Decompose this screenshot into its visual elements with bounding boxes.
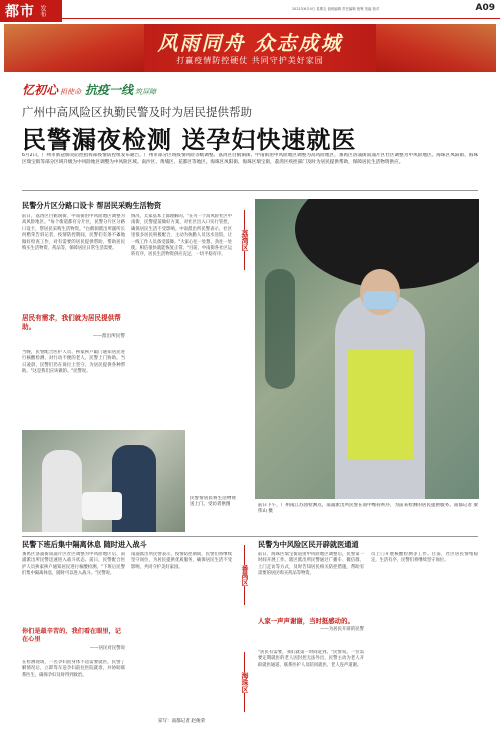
section1-quote-by: ——派出所民警 [92,334,125,340]
section2-body-c: 南浦派出所民警表示，疫情防控期间，民警们将继续坚守岗位，为居民提供优质服务，确保居民生活不受影响，共同守护美好家园。 [131,552,232,570]
section2-body-a: 番禺区洛浦街南浦片区社区调整为中风险地区后，南浦派出所民警迅速进入战斗状态。前日，民警配合医护人员挨家挨户通知居民进行核酸检测。"下班后民警们集中隔离休息，随时可以进入战斗。"民警说。 [22,552,125,577]
section2-body-b: 在检测现场，一名孕妇因身体不适需要就医，民警了解情况后，立即驾车送孕妇前往医院就诊，并协助联系医生，确保孕妇及时得到救治。 [22,660,125,678]
column-tag-end: 筑屏障 [135,88,157,96]
section2-photo-caption: 民警帮居民将生活物资送上门。受访者供图 [190,496,236,508]
page-number: A09 [475,3,495,13]
district-label-panyu [240,545,250,605]
section1-body-c: 情况，太家基本上都理解的。"在另一个高风险社区中南街，民警提前做好方案，对社区出入口实行管控，确保居民生活不受影响。中南派出所民警表示，社区里很多居民积极配合，主动为执勤人员送水送饭，让一线工作人员备受鼓舞。"大家心往一处想，劲往一处使，相信很快就能恢复正常。"目前，中南街各社区运转有序，居民生活物资供应充足，一切平稳有序。 [131,214,232,258]
section2-quote: 你们是最辛苦的，我们看在眼里，记在心里 [22,628,121,643]
section2-title: 民警下班后集中隔离休息 随时进入战斗 [22,540,147,549]
section3-title: 民警为中风险区民开辟就医通道 [258,540,359,549]
section1-quote-box [22,314,125,344]
masthead-rule [62,18,500,19]
background-figure [265,269,295,389]
section1-quote: 居民有需求，我们就为居民提供帮助。 [22,314,121,331]
logo-block [0,0,62,22]
officer-vest [347,349,413,459]
column-tag-small: 担使命 [60,88,82,96]
district-label-liwan-text: 荔湾区 [241,230,249,251]
section3-body-a: 前日，海珠区瑞宝街道由中风险地区调整后，民警第一时间开展工作。辖区派出所民警通过广播车、微信群、上门走访等方式，及时告知居民相关防控措施，帮助有需要的居民购买药品等物资。 [258,552,364,577]
section1-body-a: 前日，荔湾区白鹤洞街、中南街由中风险地区调整为高风险地区。"每个街道都有分片区，民警分片区分路口设卡，帮居民采购生活物资。"白鹤洞派出所副所长何楷荣告诉记者，疫情防控期间，民警们有条不紊地做好检查工作，对有需要的居民提供帮助，帮助居民购买生活物资、药品等，保障居民日常生活需要。 [22,214,125,252]
district-label-panyu-text: 番禺区 [241,565,249,586]
column-tag [22,84,156,98]
lead-divider [22,190,478,191]
kicker: 广州中高风险区执勤民警及时为居民提供帮助 [22,105,252,119]
section3-quote-box [258,617,364,645]
section3-body-c: 员上门开展核酸检测等工作。目前，社区居民情绪稳定，生活有序，民警们将继续坚守岗位。 [371,552,478,564]
photo-bags [82,492,122,520]
column-tag-red: 忆初心 [22,83,59,97]
headline: 民警漏夜检测 送孕妇快速就医 [22,126,357,154]
section2-byline: 采写：南都记者 赵俊荣 [157,719,206,724]
banner [4,24,496,72]
date-line: 2021年6月4日 星期五 值班编辑 责任编辑 统筹 美编 校对 [292,7,380,11]
photo-person-1 [42,450,82,532]
main-photo [255,199,479,499]
section3-quote: 人家一声声谢谢，当时挺感动的。 [258,617,354,625]
section2-quote-by: ——居民对民警说 [89,646,125,651]
column-tag-green: 抗疫一线 [85,83,134,97]
section1-photo [22,430,185,532]
district-label-liwan [240,210,250,270]
section1-body-b: 当晚，民警配合医护人员，挨家挨户敲门通知居民进行核酸检测，对行动不便的老人，民警上门协助。当日凌晨，民警们仍在岗位上坚守，为居民提供各种帮助。"这是我们应该做的。"民警说。 [22,350,125,375]
banner-subtitle: 打赢疫情防控硬仗 共同守护美好家园 [176,56,324,65]
logo-text: 都市 [5,4,35,20]
section1-title: 民警分片区分路口设卡 帮居民采购生活物资 [22,201,162,210]
intro-paragraph: 6月2日，广州市新冠肺炎防控指挥部疫情防控组发布通告，广州市部分区域疫情风险等级调整。荔湾区白鹤洞街、中南街由中风险地区调整为高风险地区，番禺区洛浦街南浦片区社区调整为中风险地区。海珠区凤阳街、海珠区瑞宝街等部分区域升级为中风险地区调整为中风险区域。南沙区、黄埔区、花都区等地区。海珠区凤阳街、海珠区瑞宝街，荔湾区疾控部门及时为居民提供帮助，保障居民生活物资供应。 [22,153,478,165]
section3-quote-by: ——为居民开辟的民警 [320,627,364,633]
banner-main-title: 风雨同舟 众志成城 [157,31,343,55]
mid-divider [22,536,478,537]
main-photo-caption: 前日下午，广州南江苏园检测点，南浦派出所民警在雨中维持秩序，为前来检测的居民提供服务。南都记者 梁伟山 摄 [258,503,478,515]
section3-body-b: "居民有需要，我们就第一时间赶到。"民警说。一位需要定期就医的老人因封控无法外出，民警主动为老人开辟就医通道，联系医护人员陪同就医，老人连声道谢。 [258,650,364,668]
section2-quote-box [22,628,125,654]
district-label-haizhu [240,652,250,712]
logo-sub: 发布 [39,5,46,17]
district-label-haizhu-text: 海珠区 [241,672,249,693]
face-mask [363,291,397,309]
